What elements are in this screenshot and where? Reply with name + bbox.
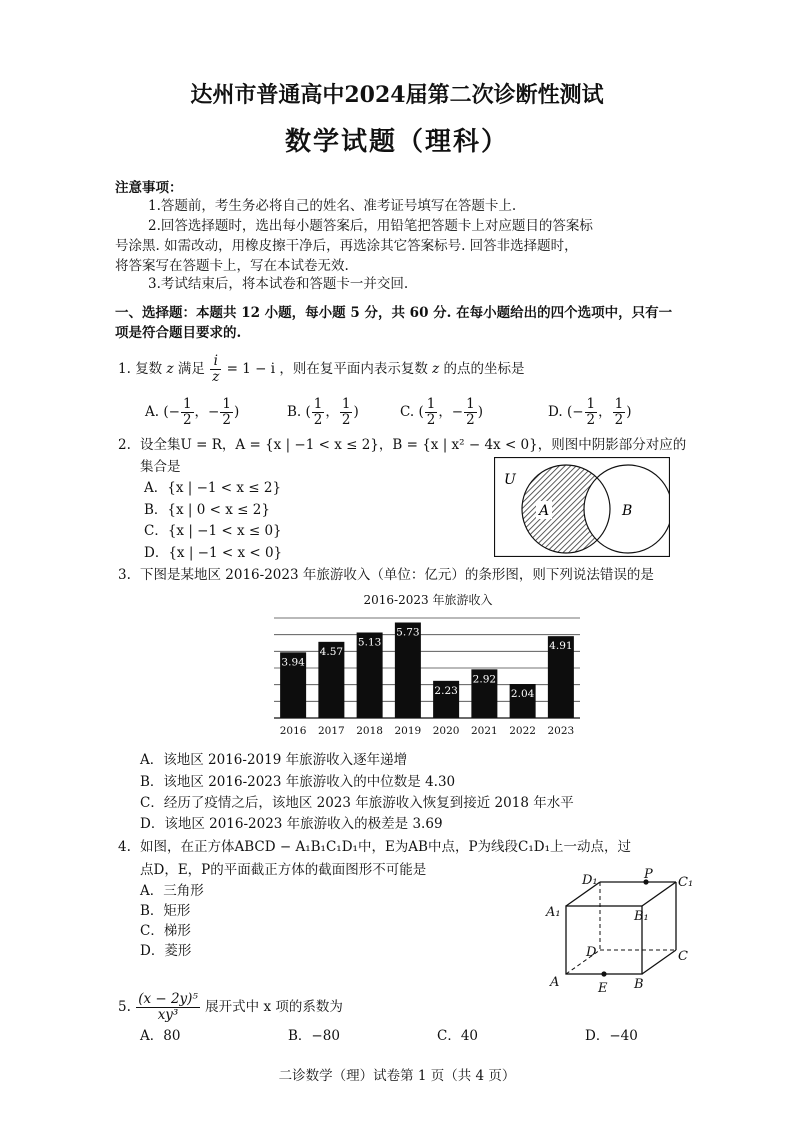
q4-option-d: D．菱形 — [140, 943, 192, 959]
q4-option-b: B．矩形 — [140, 903, 191, 919]
bar-chart — [268, 588, 588, 743]
page-footer: 二诊数学（理）试卷第 1 页（共 4 页） — [278, 1068, 516, 1084]
q1-var2: z — [432, 361, 440, 377]
notice-heading: 注意事项： — [115, 180, 183, 196]
cube-label-e: E — [598, 981, 608, 996]
chart-x-tick: 2018 — [356, 725, 383, 737]
exam-title: 达州市普通高中2024届第二次诊断性测试 — [190, 82, 604, 108]
q3-stem: 下图是某地区 2016-2023 年旅游收入（单位：亿元）的条形图，则下列说法错误的是 — [140, 567, 654, 583]
cube-label-p: P — [644, 867, 653, 882]
chart-data-label: 2.92 — [472, 673, 497, 686]
q2-stem: 设全集U = R，A = {x | −1 < x ≤ 2}，B = {x | x² − 4x < 0}，则图中阴影部分对应的 — [140, 437, 687, 453]
section-heading: 一、选择题：本题共 12 小题，每小题 5 分，共 60 分. 在每小题给出的四个选项中，只有一 — [115, 305, 673, 321]
q1-option-b: B. ( $\frac{1}{2}$ ， $\frac{1}{2}$ ) — [287, 396, 359, 428]
q1-mid: 满足 — [177, 361, 205, 377]
q1-option-d: D. (− $\frac{1}{2}$ ， $\frac{1}{2}$ ) — [548, 396, 632, 428]
exam-subtitle: 数学试题（理科） — [284, 127, 509, 157]
venn-label-b: B — [622, 503, 633, 519]
cube-diagram — [538, 866, 698, 998]
q1-option-c: C. ( $\frac{1}{2}$ ，− $\frac{1}{2}$ ) — [400, 396, 483, 428]
chart-data-label: 2.23 — [434, 684, 458, 697]
q5-option-d: D．−40 — [585, 1028, 638, 1044]
q2-number: 2. — [118, 437, 131, 453]
q5-text: 展开式中 x 项的系数为 — [205, 999, 343, 1015]
cube-label-c1: C₁ — [678, 875, 694, 890]
q3-option-a: A．该地区 2016-2019 年旅游收入逐年递增 — [140, 752, 408, 768]
chart-x-tick: 2021 — [471, 725, 498, 737]
venn-diagram — [494, 457, 670, 557]
chart-x-tick: 2023 — [547, 725, 575, 737]
notice-item: 1.答题前，考生务必将自己的姓名、准考证号填写在答题卡上. — [148, 198, 517, 214]
chart-title: 2016-2023 年旅游收入 — [363, 593, 493, 607]
cube-label-c: C — [678, 949, 688, 964]
q5-option-b: B．−80 — [288, 1028, 340, 1044]
q4-option-a: A．三角形 — [140, 883, 204, 899]
q2-option-c: C．{x | −1 < x ≤ 0} — [144, 523, 282, 539]
q3-option-c: C．经历了疫情之后，该地区 2023 年旅游收入恢复到接近 2018 年水平 — [140, 795, 574, 811]
q5-option-c: C．40 — [437, 1028, 479, 1044]
q2-option-a: A．{x | −1 < x ≤ 2} — [144, 480, 282, 496]
venn-label-a: A — [539, 503, 550, 519]
q1-fraction: $\frac{i}{z}$ — [212, 353, 220, 385]
notice-item: 将答案写在答题卡上，写在本试卷无效. — [115, 258, 349, 274]
cube-label-d: D — [586, 945, 597, 960]
venn-label-u: U — [504, 472, 516, 488]
chart-data-label: 2.04 — [510, 688, 535, 700]
q3-option-b: B．该地区 2016-2023 年旅游收入的中位数是 4.30 — [140, 774, 456, 790]
q1-var: z — [166, 361, 174, 377]
q4-number: 4. — [118, 839, 131, 855]
cube-point-e — [601, 971, 606, 976]
chart-x-tick: 2020 — [432, 725, 460, 737]
q4-option-c: C．梯形 — [140, 923, 191, 939]
notice-item: 号涂黑. 如需改动，用橡皮擦干净后，再选涂其它答案标号. 回答非选择题时， — [115, 238, 578, 254]
section-heading-cont: 项是符合题目要求的. — [115, 325, 242, 341]
cube-label-d1: D₁ — [582, 873, 598, 888]
q4-stem-cont: 点D，E，P的平面截正方体的截面图形不可能是 — [140, 862, 427, 878]
q2-option-d: D．{x | −1 < x < 0} — [144, 545, 283, 561]
q3-number: 3. — [118, 567, 131, 583]
q3-option-d: D．该地区 2016-2023 年旅游收入的极差是 3.69 — [140, 816, 443, 832]
q1-eq: = 1 − i — [226, 361, 276, 377]
q1-post: ，则在复平面内表示复数 — [279, 361, 428, 377]
cube-front-face — [566, 906, 642, 974]
chart-data-label: 4.91 — [549, 640, 573, 653]
cube-label-b: B — [634, 977, 644, 992]
chart-x-tick: 2017 — [318, 725, 345, 737]
cube-label-b1: B₁ — [634, 909, 649, 924]
q5-fraction: $\frac{\text{(x − 2y)⁵}}{\text{xy³}}$ — [138, 991, 198, 1023]
notice-item: 2.回答选择题时，选出每小题答案后，用铅笔把答题卡上对应题目的答案标 — [148, 218, 593, 234]
q1-pre: 复数 — [135, 361, 163, 377]
chart-x-tick: 2016 — [279, 725, 307, 737]
question-1 — [118, 352, 525, 386]
question-5 — [118, 988, 343, 1026]
q1-number: 1. — [118, 361, 131, 377]
q2-stem-cont: 集合是 — [140, 459, 181, 475]
cube-label-a: A — [550, 975, 560, 990]
chart-data-label: 5.73 — [396, 626, 420, 639]
cube-label-a1: A₁ — [546, 905, 561, 920]
q4-stem: 如图，在正方体ABCD − A₁B₁C₁D₁中，E为AB中点，P为线段C₁D₁上一动点，过 — [140, 839, 632, 855]
chart-x-tick: 2022 — [509, 725, 536, 737]
q5-number: 5. — [118, 999, 131, 1015]
q2-option-b: B．{x | 0 < x ≤ 2} — [144, 502, 270, 518]
q1-post2: 的点的坐标是 — [443, 361, 525, 377]
notice-item: 3.考试结束后，将本试卷和答题卡一并交回. — [148, 276, 409, 292]
q1-option-a: A. (− $\frac{1}{2}$ ，− $\frac{1}{2}$ ) — [145, 396, 240, 428]
chart-x-tick: 2019 — [394, 725, 422, 737]
chart-data-label: 4.57 — [319, 645, 344, 658]
chart-data-label: 3.94 — [281, 656, 305, 669]
q5-option-a: A．80 — [140, 1028, 181, 1044]
chart-data-label: 5.13 — [357, 636, 382, 649]
